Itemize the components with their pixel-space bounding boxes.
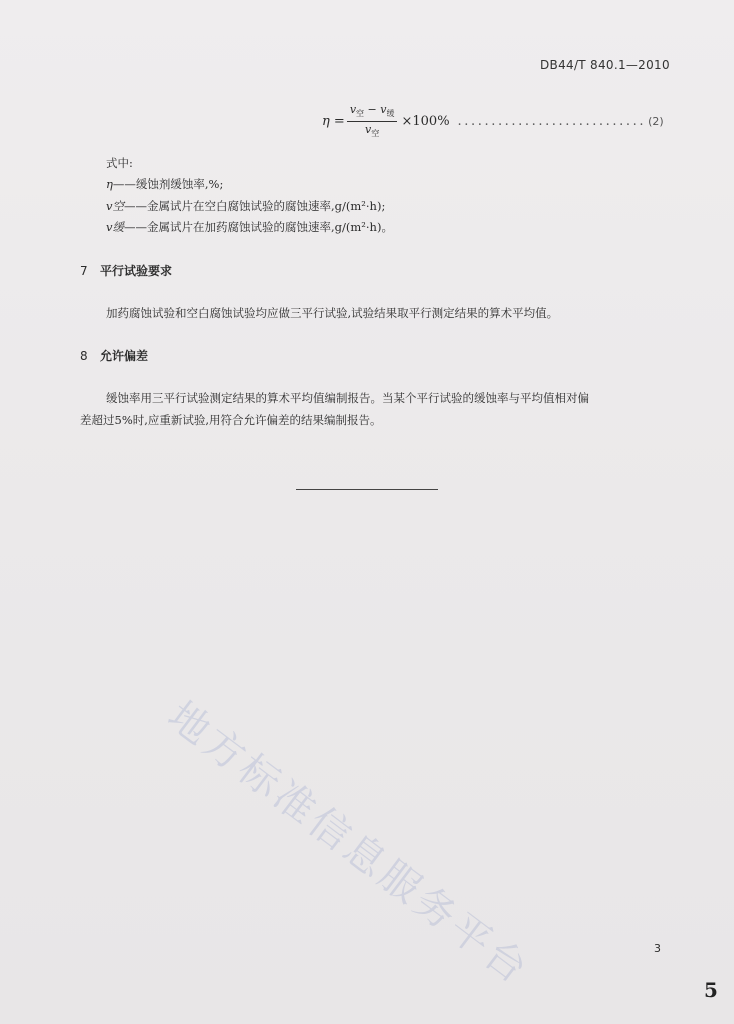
end-rule (296, 489, 438, 490)
definition-text: ——金属试片在加药腐蚀试验的腐蚀速率,g/(m²·h)。 (124, 220, 393, 234)
definition-text: ——缓蚀剂缓蚀率,%; (112, 177, 224, 191)
formula-denominator (365, 122, 379, 139)
definition-eta (106, 176, 223, 192)
numerator-var-a: v (349, 103, 357, 117)
section-title: 平行试验要求 (100, 264, 173, 278)
section-number: 7 (80, 264, 88, 278)
page-number: 3 (654, 942, 661, 955)
section-8-body-line-2: 差超过5%时,应重新试验,用符合允许偏差的结果编制报告。 (80, 413, 382, 427)
section-8-heading (80, 348, 148, 364)
formula-numerator (347, 103, 398, 121)
numerator-sub-a: 空 (356, 109, 365, 119)
numerator-minus: − (364, 103, 381, 117)
denominator-sub: 空 (371, 128, 380, 138)
section-number: 8 (80, 349, 88, 363)
standard-code: DB44/T 840.1—2010 (540, 58, 670, 72)
numerator-var-b: v (380, 103, 387, 117)
numerator-sub-b: 缓 (386, 109, 395, 119)
scan-number: 5 (704, 978, 718, 1002)
section-8-body-line-1: 缓蚀率用三平行试验测定结果的算术平均值编制报告。当某个平行试验的缓蚀率与平均值相对偏 (106, 391, 589, 405)
where-label: 式中: (106, 156, 133, 170)
formula-dot-leader: ............................ (457, 113, 647, 129)
definition-v-inhibited (106, 219, 393, 235)
formula-number: (2) (648, 114, 664, 128)
formula-2 (322, 104, 664, 138)
definition-text: ——金属试片在空白腐蚀试验的腐蚀速率,g/(m²·h); (124, 199, 386, 213)
watermark: 地方标准信息服务平台 (159, 692, 539, 995)
formula-multiplier: ×100% (401, 113, 450, 129)
definition-v-blank (106, 198, 385, 214)
section-title: 允许偏差 (100, 349, 149, 363)
definition-symbol: v空 (106, 199, 124, 213)
section-7-body: 加药腐蚀试验和空白腐蚀试验均应做三平行试验,试验结果取平行测定结果的算术平均值。 (106, 306, 559, 320)
definition-symbol: η (106, 177, 113, 191)
denominator-var: v (365, 122, 372, 136)
definition-symbol: v缓 (106, 220, 124, 234)
formula-lhs: η = (322, 113, 345, 129)
section-7-heading (80, 263, 172, 279)
formula-fraction (347, 103, 398, 138)
